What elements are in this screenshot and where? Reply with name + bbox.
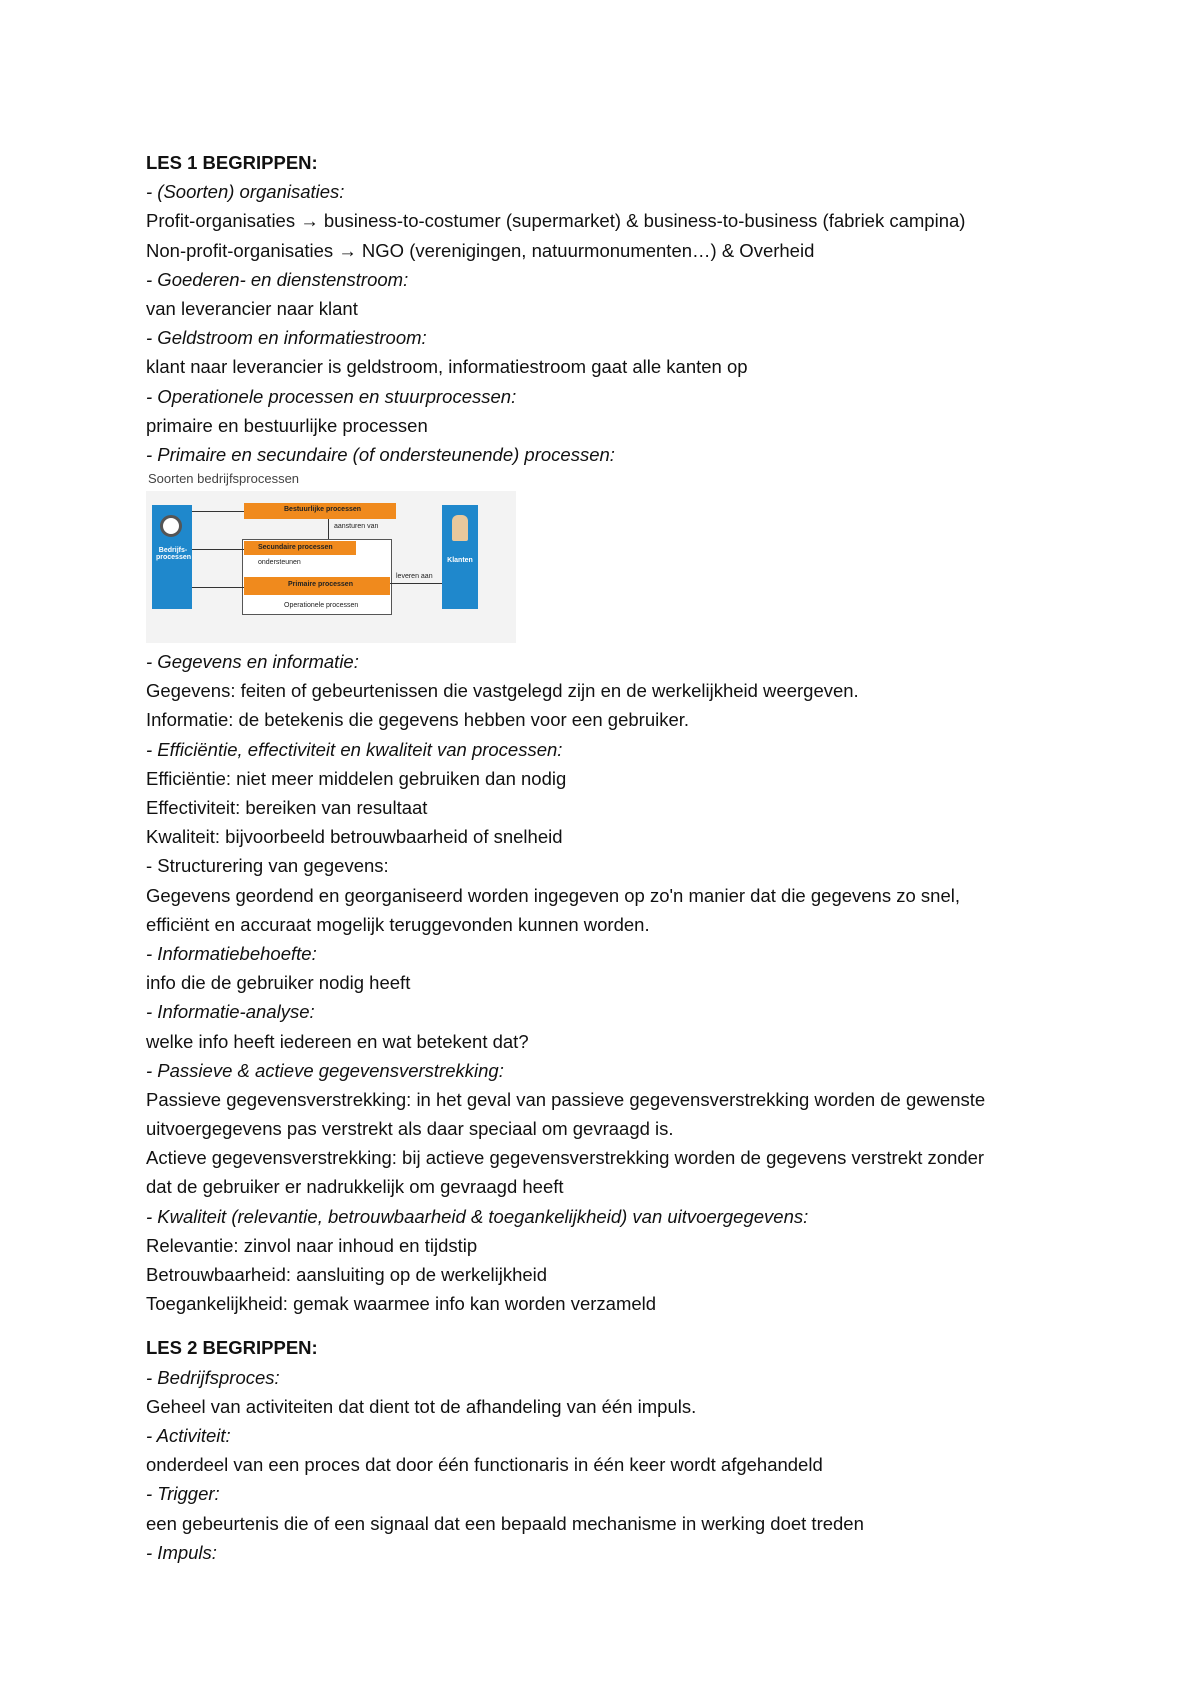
- diagram-title: Soorten bedrijfsprocessen: [148, 471, 300, 487]
- text-line: primaire en bestuurlijke processen: [146, 414, 428, 436]
- arrow-icon: →: [338, 239, 357, 261]
- text-line: Geheel van activiteiten dat dient tot de afhandeling van één impuls.: [146, 1395, 697, 1417]
- text-line: een gebeurtenis die of een signaal dat een bepaald mechanisme in werking doet treden: [146, 1512, 864, 1534]
- primaire-processen-bar: [244, 577, 390, 595]
- text-line: info die de gebruiker nodig heeft: [146, 972, 411, 994]
- bedrijfsprocessen-label: Bedrijfs-processen: [156, 547, 192, 562]
- text-line: Gegevens: feiten of gebeurtenissen die vastgelegd zijn en de werkelijkheid weergeven.: [146, 680, 859, 702]
- term-gegevens-informatie: - Gegevens en informatie:: [146, 651, 359, 673]
- term-primaire-secundaire: - Primaire en secundaire (of ondersteunende) processen:: [146, 443, 615, 465]
- bedrijfsprocessen-block: [152, 505, 192, 609]
- text-line: onderdeel van een proces dat door één functionaris in één keer wordt afgehandeld: [146, 1454, 823, 1476]
- aansturen-label: aansturen van: [334, 523, 379, 531]
- term-kwaliteit-uitvoergegevens: - Kwaliteit (relevantie, betrouwbaarheid & toegankelijkheid) van uitvoergegevens:: [146, 1205, 809, 1227]
- text-line: Passieve gegevensverstrekking: in het geval van passieve gegevensverstrekking worden de gewenste: [146, 1088, 986, 1110]
- text-line: klant naar leverancier is geldstroom, informatiestroom gaat alle kanten op: [146, 356, 748, 378]
- bestuurlijke-label: Bestuurlijke processen: [284, 506, 362, 514]
- text-line: Profit-organisaties → business-to-costumer (supermarket) & business-to-business (fabriek campina): [146, 210, 966, 232]
- arrow-right-icon: [192, 549, 244, 550]
- customers-icon: [452, 515, 468, 541]
- document-page: [146, 148, 1076, 1567]
- arrow-right-icon: [192, 587, 244, 588]
- term-soorten-organisaties: - (Soorten) organisaties:: [146, 181, 345, 203]
- text-line: Toegankelijkheid: gemak waarmee info kan worden verzameld: [146, 1293, 657, 1315]
- les2-heading: LES 2 BEGRIPPEN:: [146, 1337, 318, 1359]
- text-line: Non-profit-organisaties → NGO (verenigingen, natuurmonumenten…) & Overheid: [146, 239, 815, 261]
- text-line: Relevantie: zinvol naar inhoud en tijdstip: [146, 1234, 478, 1256]
- text-line: Gegevens geordend en georganiseerd worden ingegeven op zo'n manier dat die gegevens zo snel,: [146, 884, 960, 906]
- term-gegevensverstrekking: - Passieve & actieve gegevensverstrekking:: [146, 1059, 504, 1081]
- text-line: welke info heeft iedereen en wat betekent dat?: [146, 1030, 529, 1052]
- leveren-label: leveren aan: [396, 573, 433, 581]
- term-activiteit: - Activiteit:: [146, 1424, 231, 1446]
- term-trigger: - Trigger:: [146, 1483, 220, 1505]
- arrow-right-icon: [192, 511, 244, 512]
- text-line: uitvoergegevens pas verstrekt als daar speciaal om gevraagd is.: [146, 1118, 674, 1140]
- les1-heading: LES 1 BEGRIPPEN:: [146, 152, 318, 173]
- gears-icon: [160, 515, 182, 537]
- text-line: Kwaliteit: bijvoorbeeld betrouwbaarheid of snelheid: [146, 826, 563, 848]
- term-goederenstroom: - Goederen- en dienstenstroom:: [146, 268, 409, 290]
- term-informatie-analyse: - Informatie-analyse:: [146, 1001, 315, 1023]
- term-structurering: - Structurering van gegevens:: [146, 855, 389, 877]
- secundaire-label: Secundaire processen: [258, 544, 333, 552]
- primaire-label: Primaire processen: [288, 581, 353, 589]
- text-line: dat de gebruiker er nadrukkelijk om gevraagd heeft: [146, 1176, 564, 1198]
- bedrijfsprocessen-diagram: [146, 471, 516, 643]
- term-informatiebehoefte: - Informatiebehoefte:: [146, 942, 317, 964]
- text-line: van leverancier naar klant: [146, 297, 358, 319]
- ondersteunen-label: ondersteunen: [258, 559, 301, 567]
- text-line: Efficiëntie: niet meer middelen gebruiken dan nodig: [146, 767, 567, 789]
- term-operationele-processen: - Operationele processen en stuurprocessen:: [146, 385, 517, 407]
- arrow-right-icon: [390, 583, 442, 584]
- text-line: Informatie: de betekenis die gegevens hebben voor een gebruiker.: [146, 709, 690, 731]
- term-efficientie: - Efficiëntie, effectiviteit en kwaliteit van processen:: [146, 738, 563, 760]
- secundaire-processen-bar: [244, 541, 356, 555]
- text-line: Actieve gegevensverstrekking: bij actieve gegevensverstrekking worden de gegevens verstrekt zonder: [146, 1147, 985, 1169]
- text-line: Effectiviteit: bereiken van resultaat: [146, 797, 428, 818]
- term-bedrijfsproces: - Bedrijfsproces:: [146, 1366, 280, 1388]
- klanten-label: Klanten: [447, 557, 473, 565]
- term-impuls: - Impuls:: [146, 1541, 217, 1563]
- klanten-block: [442, 505, 478, 609]
- arrow-icon: →: [300, 210, 319, 232]
- bestuurlijke-processen-bar: [244, 503, 396, 519]
- arrow-down-icon: [328, 519, 329, 539]
- text-line: efficiënt en accuraat mogelijk teruggevonden kunnen worden.: [146, 913, 650, 935]
- term-geldstroom: - Geldstroom en informatiestroom:: [146, 327, 427, 349]
- text-line: Betrouwbaarheid: aansluiting op de werkelijkheid: [146, 1264, 548, 1285]
- operationele-label: Operationele processen: [284, 602, 359, 610]
